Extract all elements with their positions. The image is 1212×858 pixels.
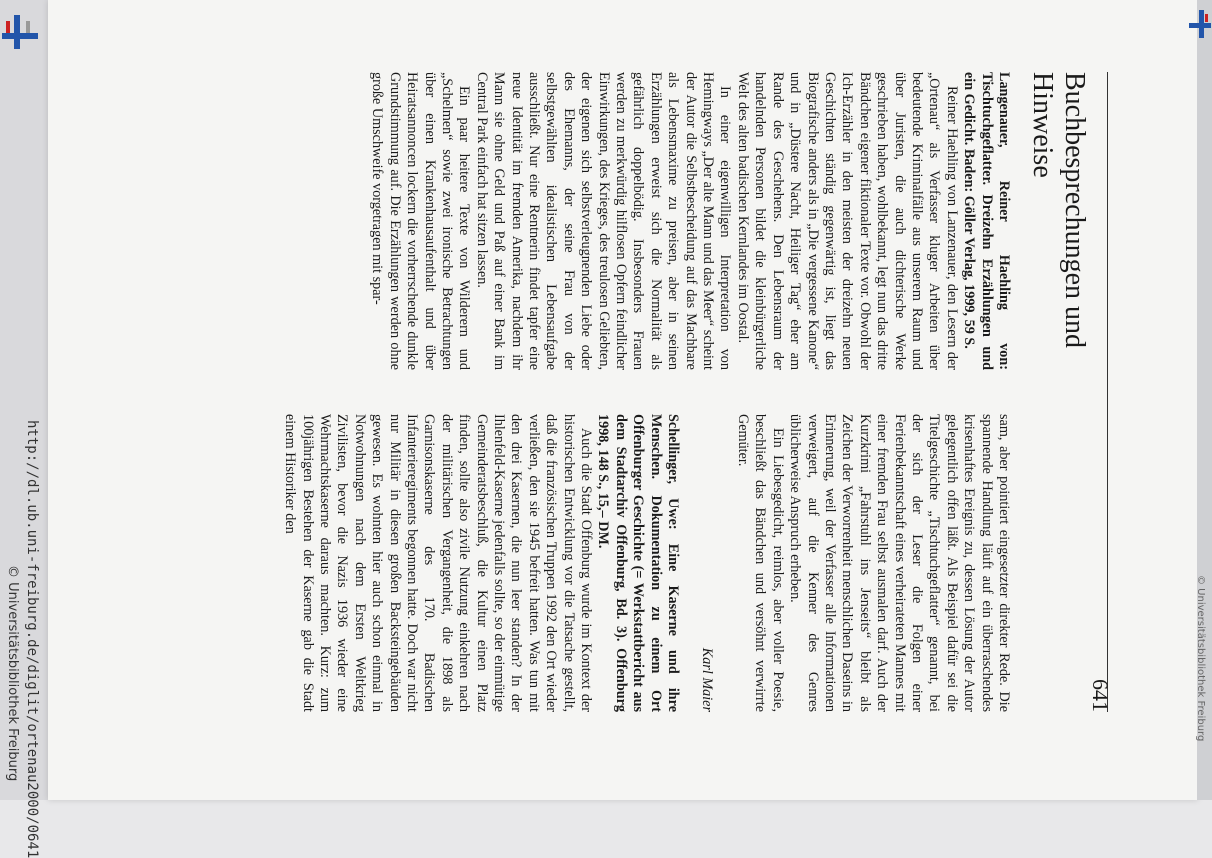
page-content <box>118 72 1113 732</box>
reviewer-signature: Karl Maier <box>699 647 716 712</box>
section-title-line2: Hinweise <box>1027 72 1058 178</box>
review1-citation: Langenauer, Reiner Haehling von: Tischtuchgeflatter. Dreizehn Erzählungen und ein Gedicht. Baden: Göller Verlag, 1999, 59 S. <box>961 72 1012 370</box>
header-rule <box>1107 72 1108 712</box>
review1-paragraph: In einer eigenwilligen Interpretation von Hemingways „Der alte Mann und das Meer“ scheint der Autor die Selbstbescheidung auf das Machbare als Lebensmaxime zu preisen, aber in seinen Erzählungen erweist sich die Normalität als gefährlich doppelbödig. Insbesonders Frauen werden zu merkwürdig hilflosen Opfern feindlicher Einwirkungen, des Krieges, des treulosen Geliebten, der eigenen sich selbstverleugnenden Liebe oder des Ehemanns, der seine Frau von der selbstgewählten idealistischen Lebensaufgabe ausschließt. Nur eine Rentnerin findet tapfer eine neue Identität im fremden Amerika, nachdem ihr Mann sie ohne Geld und Paß auf einer Bank im Central Park einfach hat sitzen lassen. <box>473 72 734 370</box>
section-title <box>1026 72 1090 402</box>
library-logo-icon-right <box>1189 10 1211 40</box>
review1-paragraph: Ein paar heitere Texte von Wilderern und „Schelmen“ sowie zwei ironische Betrachtungen über einen Krankenhausaufenthalt und über Heiratsannoncen lockern die vorherrschende dunkle Grundstimmung auf. Die Erzählungen werden ohne große Umschweife vorgetragen mit spar- <box>369 72 473 370</box>
copyright-notice: © Universitätsbibliothek Freiburg <box>5 565 20 782</box>
left-column <box>368 72 1012 370</box>
page-number: 641 <box>1088 679 1113 712</box>
review1-paragraph: sam, aber pointiert eingesetzter direkter Rede. Die spannende Handlung läuft auf ein überraschendes krisenhaftes Ereignis zu, dessen Lösung der Autor gelegentlich offen läßt. Als Beispiel dafür sei die Titelgeschichte „Tischtuchgeflatter“ genannt, bei der sich der Leser die Folgen einer Ferienbekanntschaft eines verheirateten Mannes mit einer fremden Frau selbst ausmalen darf. Auch der Kurzkrimi „Fahrstuhl ins Jenseits“ bleibt als Zeichen der Verworrenheit menschlichen Daseins in Erinnerung, weil der Verfasser alle Informationen verweigert, auf die Kenner des Genres üblicherweise Anspruch erheben. <box>787 414 1012 712</box>
library-logo-icon <box>2 15 38 55</box>
review2-paragraph: Auch die Stadt Offenburg wurde im Kontext der historischen Entwicklung vor die Tatsache gestellt, daß die französischen Truppen 1992 den Ort wieder verließen, den sie 1945 befreit hatten. Was tun mit den drei Kasernen, die nun leer standen? In der Ihlenfeld-Kaserne jedenfalls sollte, so der einmütige Gemeinderatsbeschluß, die Kultur einen Platz finden, sollte also zivile Nutzung einkehren nach der militärischen Vergangenheit, die 1898 als Garnisonskaserne des 170. Badischen Infanterieregiments begonnen hatte. Doch war nicht nur Militär in diesen großen Backsteingebäuden gewesen. Es wohnten hier auch schon einmal in Notwohnungen nach dem Ersten Weltkrieg Zivilisten, bevor die Nazis 1936 wieder eine Wehrmachtskaserne daraus machten. Kurz: zum 100jährigen Bestehen der Kaserne gab die Stadt einem Historiker den <box>282 414 595 712</box>
review1-paragraph: Ein Liebesgedicht, reimlos, aber voller Poesie, beschließt das Bändchen und versöhnt verwirrte Gemüter. <box>734 414 786 712</box>
review2-citation: Schellinger, Uwe: Eine Kaserne und ihre Menschen. Dokumentation zu einem Ort Offenburger Geschichte (= Werkstattbericht aus dem Stadtarchiv Offenburg, Bd. 3). Offenburg 1998, 148 S., 15,– DM. <box>595 414 682 712</box>
right-column <box>281 414 1012 712</box>
edge-copyright: © Universitätsbibliothek Freiburg <box>1195 575 1206 742</box>
section-title-line1: Buchbesprechungen und <box>1059 72 1090 349</box>
review1-paragraph: Reiner Haehling von Lanzenauer, den Lesern der „Ortenau“ als Verfasser kluger Arbeiten über bedeutende Kriminalfälle aus unserem Raum und über Juristen, die auch dichterische Werke geschrieben haben, wohlbekannt, legt nun das dritte Bändchen eigener fiktionaler Texte vor. Obwohl der Ich-Erzähler in den meisten der dreizehn neuen Geschichten ständig gegenwärtig ist, liegt das Biografische anders als in „Die vergessene Kanone“ und in „Düstere Nacht, Heiliger Tag“ eher am Rande des Geschehens. Den Lebensraum der handelnden Personen bildet die kleinbürgerliche Welt des alten badischen Kernlandes im Oostal. <box>734 72 960 370</box>
source-url[interactable]: http://dl.ub.uni-freiburg.de/diglit/ortenau2000/0641 <box>24 420 40 858</box>
